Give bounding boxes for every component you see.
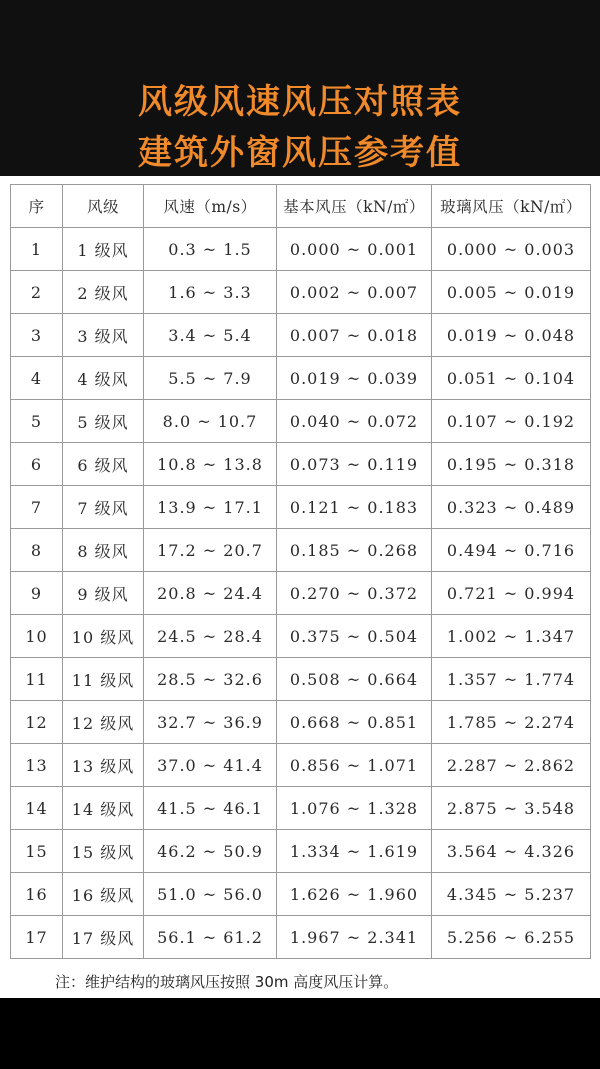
title-banner (0, 0, 600, 176)
cell-glass-pressure: 0.494 ~ 0.716 (432, 529, 591, 572)
cell-wind-speed: 37.0 ~ 41.4 (144, 744, 277, 787)
table-body (11, 228, 591, 959)
cell-wind-speed: 13.9 ~ 17.1 (144, 486, 277, 529)
cell-wind-level: 8 级风 (63, 529, 144, 572)
table-row (11, 744, 591, 787)
cell-wind-speed: 1.6 ~ 3.3 (144, 271, 277, 314)
page-title: 风级风速风压对照表 (138, 82, 462, 122)
cell-wind-speed: 17.2 ~ 20.7 (144, 529, 277, 572)
cell-wind-level: 7 级风 (63, 486, 144, 529)
header-basic-pressure: 基本风压（kN/㎡） (277, 185, 432, 228)
cell-wind-level: 10 级风 (63, 615, 144, 658)
cell-wind-level: 4 级风 (63, 357, 144, 400)
cell-glass-pressure: 4.345 ~ 5.237 (432, 873, 591, 916)
cell-wind-level: 16 级风 (63, 873, 144, 916)
table-sheet (0, 176, 600, 998)
cell-index: 17 (11, 916, 63, 959)
cell-index: 1 (11, 228, 63, 271)
cell-wind-speed: 32.7 ~ 36.9 (144, 701, 277, 744)
cell-index: 4 (11, 357, 63, 400)
cell-wind-level: 1 级风 (63, 228, 144, 271)
cell-wind-speed: 56.1 ~ 61.2 (144, 916, 277, 959)
cell-basic-pressure: 1.967 ~ 2.341 (277, 916, 432, 959)
table-row (11, 916, 591, 959)
cell-wind-speed: 41.5 ~ 46.1 (144, 787, 277, 830)
cell-basic-pressure: 0.508 ~ 0.664 (277, 658, 432, 701)
cell-index: 7 (11, 486, 63, 529)
bottom-bar (0, 998, 600, 1069)
cell-glass-pressure: 3.564 ~ 4.326 (432, 830, 591, 873)
cell-basic-pressure: 0.856 ~ 1.071 (277, 744, 432, 787)
cell-basic-pressure: 0.375 ~ 0.504 (277, 615, 432, 658)
cell-wind-level: 6 级风 (63, 443, 144, 486)
header-wind-speed: 风速（m/s） (144, 185, 277, 228)
table-row (11, 271, 591, 314)
cell-wind-level: 2 级风 (63, 271, 144, 314)
cell-wind-level: 17 级风 (63, 916, 144, 959)
table-row (11, 658, 591, 701)
cell-glass-pressure: 0.323 ~ 0.489 (432, 486, 591, 529)
cell-glass-pressure: 1.357 ~ 1.774 (432, 658, 591, 701)
cell-basic-pressure: 0.000 ~ 0.001 (277, 228, 432, 271)
cell-wind-speed: 51.0 ~ 56.0 (144, 873, 277, 916)
cell-wind-level: 5 级风 (63, 400, 144, 443)
cell-index: 6 (11, 443, 63, 486)
table-row (11, 228, 591, 271)
table-row (11, 357, 591, 400)
cell-index: 3 (11, 314, 63, 357)
table-row (11, 314, 591, 357)
cell-wind-speed: 28.5 ~ 32.6 (144, 658, 277, 701)
table-header-row (11, 185, 591, 228)
cell-glass-pressure: 0.000 ~ 0.003 (432, 228, 591, 271)
cell-index: 2 (11, 271, 63, 314)
cell-wind-speed: 46.2 ~ 50.9 (144, 830, 277, 873)
cell-basic-pressure: 0.040 ~ 0.072 (277, 400, 432, 443)
cell-basic-pressure: 0.668 ~ 0.851 (277, 701, 432, 744)
cell-glass-pressure: 0.019 ~ 0.048 (432, 314, 591, 357)
header-glass-pressure: 玻璃风压（kN/㎡） (432, 185, 591, 228)
cell-basic-pressure: 0.019 ~ 0.039 (277, 357, 432, 400)
cell-wind-level: 12 级风 (63, 701, 144, 744)
cell-basic-pressure: 0.270 ~ 0.372 (277, 572, 432, 615)
cell-index: 14 (11, 787, 63, 830)
table-row (11, 572, 591, 615)
table-row (11, 529, 591, 572)
header-index: 序 (11, 185, 63, 228)
cell-glass-pressure: 2.875 ~ 3.548 (432, 787, 591, 830)
wind-pressure-table (10, 184, 591, 959)
cell-basic-pressure: 1.076 ~ 1.328 (277, 787, 432, 830)
cell-index: 13 (11, 744, 63, 787)
header-wind-level: 风级 (63, 185, 144, 228)
cell-wind-speed: 24.5 ~ 28.4 (144, 615, 277, 658)
cell-glass-pressure: 0.721 ~ 0.994 (432, 572, 591, 615)
cell-wind-speed: 0.3 ~ 1.5 (144, 228, 277, 271)
cell-basic-pressure: 1.334 ~ 1.619 (277, 830, 432, 873)
table-row (11, 787, 591, 830)
cell-wind-level: 11 级风 (63, 658, 144, 701)
cell-wind-level: 15 级风 (63, 830, 144, 873)
cell-wind-speed: 20.8 ~ 24.4 (144, 572, 277, 615)
cell-basic-pressure: 0.121 ~ 0.183 (277, 486, 432, 529)
cell-index: 11 (11, 658, 63, 701)
page-subtitle: 建筑外窗风压参考值 (138, 133, 462, 173)
table-row (11, 830, 591, 873)
cell-index: 16 (11, 873, 63, 916)
cell-basic-pressure: 0.185 ~ 0.268 (277, 529, 432, 572)
cell-index: 5 (11, 400, 63, 443)
cell-glass-pressure: 1.002 ~ 1.347 (432, 615, 591, 658)
cell-index: 8 (11, 529, 63, 572)
cell-glass-pressure: 0.107 ~ 0.192 (432, 400, 591, 443)
cell-index: 9 (11, 572, 63, 615)
cell-index: 10 (11, 615, 63, 658)
cell-wind-level: 3 级风 (63, 314, 144, 357)
cell-wind-level: 14 级风 (63, 787, 144, 830)
cell-glass-pressure: 2.287 ~ 2.862 (432, 744, 591, 787)
cell-glass-pressure: 5.256 ~ 6.255 (432, 916, 591, 959)
footnote: 注：维护结构的玻璃风压按照 30m 高度风压计算。 (55, 973, 399, 991)
cell-index: 15 (11, 830, 63, 873)
table-row (11, 486, 591, 529)
cell-wind-speed: 5.5 ~ 7.9 (144, 357, 277, 400)
cell-wind-speed: 3.4 ~ 5.4 (144, 314, 277, 357)
cell-wind-level: 9 级风 (63, 572, 144, 615)
cell-wind-level: 13 级风 (63, 744, 144, 787)
table-row (11, 615, 591, 658)
cell-basic-pressure: 0.002 ~ 0.007 (277, 271, 432, 314)
cell-basic-pressure: 1.626 ~ 1.960 (277, 873, 432, 916)
cell-glass-pressure: 1.785 ~ 2.274 (432, 701, 591, 744)
table-row (11, 400, 591, 443)
cell-glass-pressure: 0.005 ~ 0.019 (432, 271, 591, 314)
cell-index: 12 (11, 701, 63, 744)
cell-basic-pressure: 0.073 ~ 0.119 (277, 443, 432, 486)
cell-wind-speed: 8.0 ~ 10.7 (144, 400, 277, 443)
cell-glass-pressure: 0.051 ~ 0.104 (432, 357, 591, 400)
table-row (11, 873, 591, 916)
table-row (11, 701, 591, 744)
cell-basic-pressure: 0.007 ~ 0.018 (277, 314, 432, 357)
cell-wind-speed: 10.8 ~ 13.8 (144, 443, 277, 486)
cell-glass-pressure: 0.195 ~ 0.318 (432, 443, 591, 486)
table-row (11, 443, 591, 486)
